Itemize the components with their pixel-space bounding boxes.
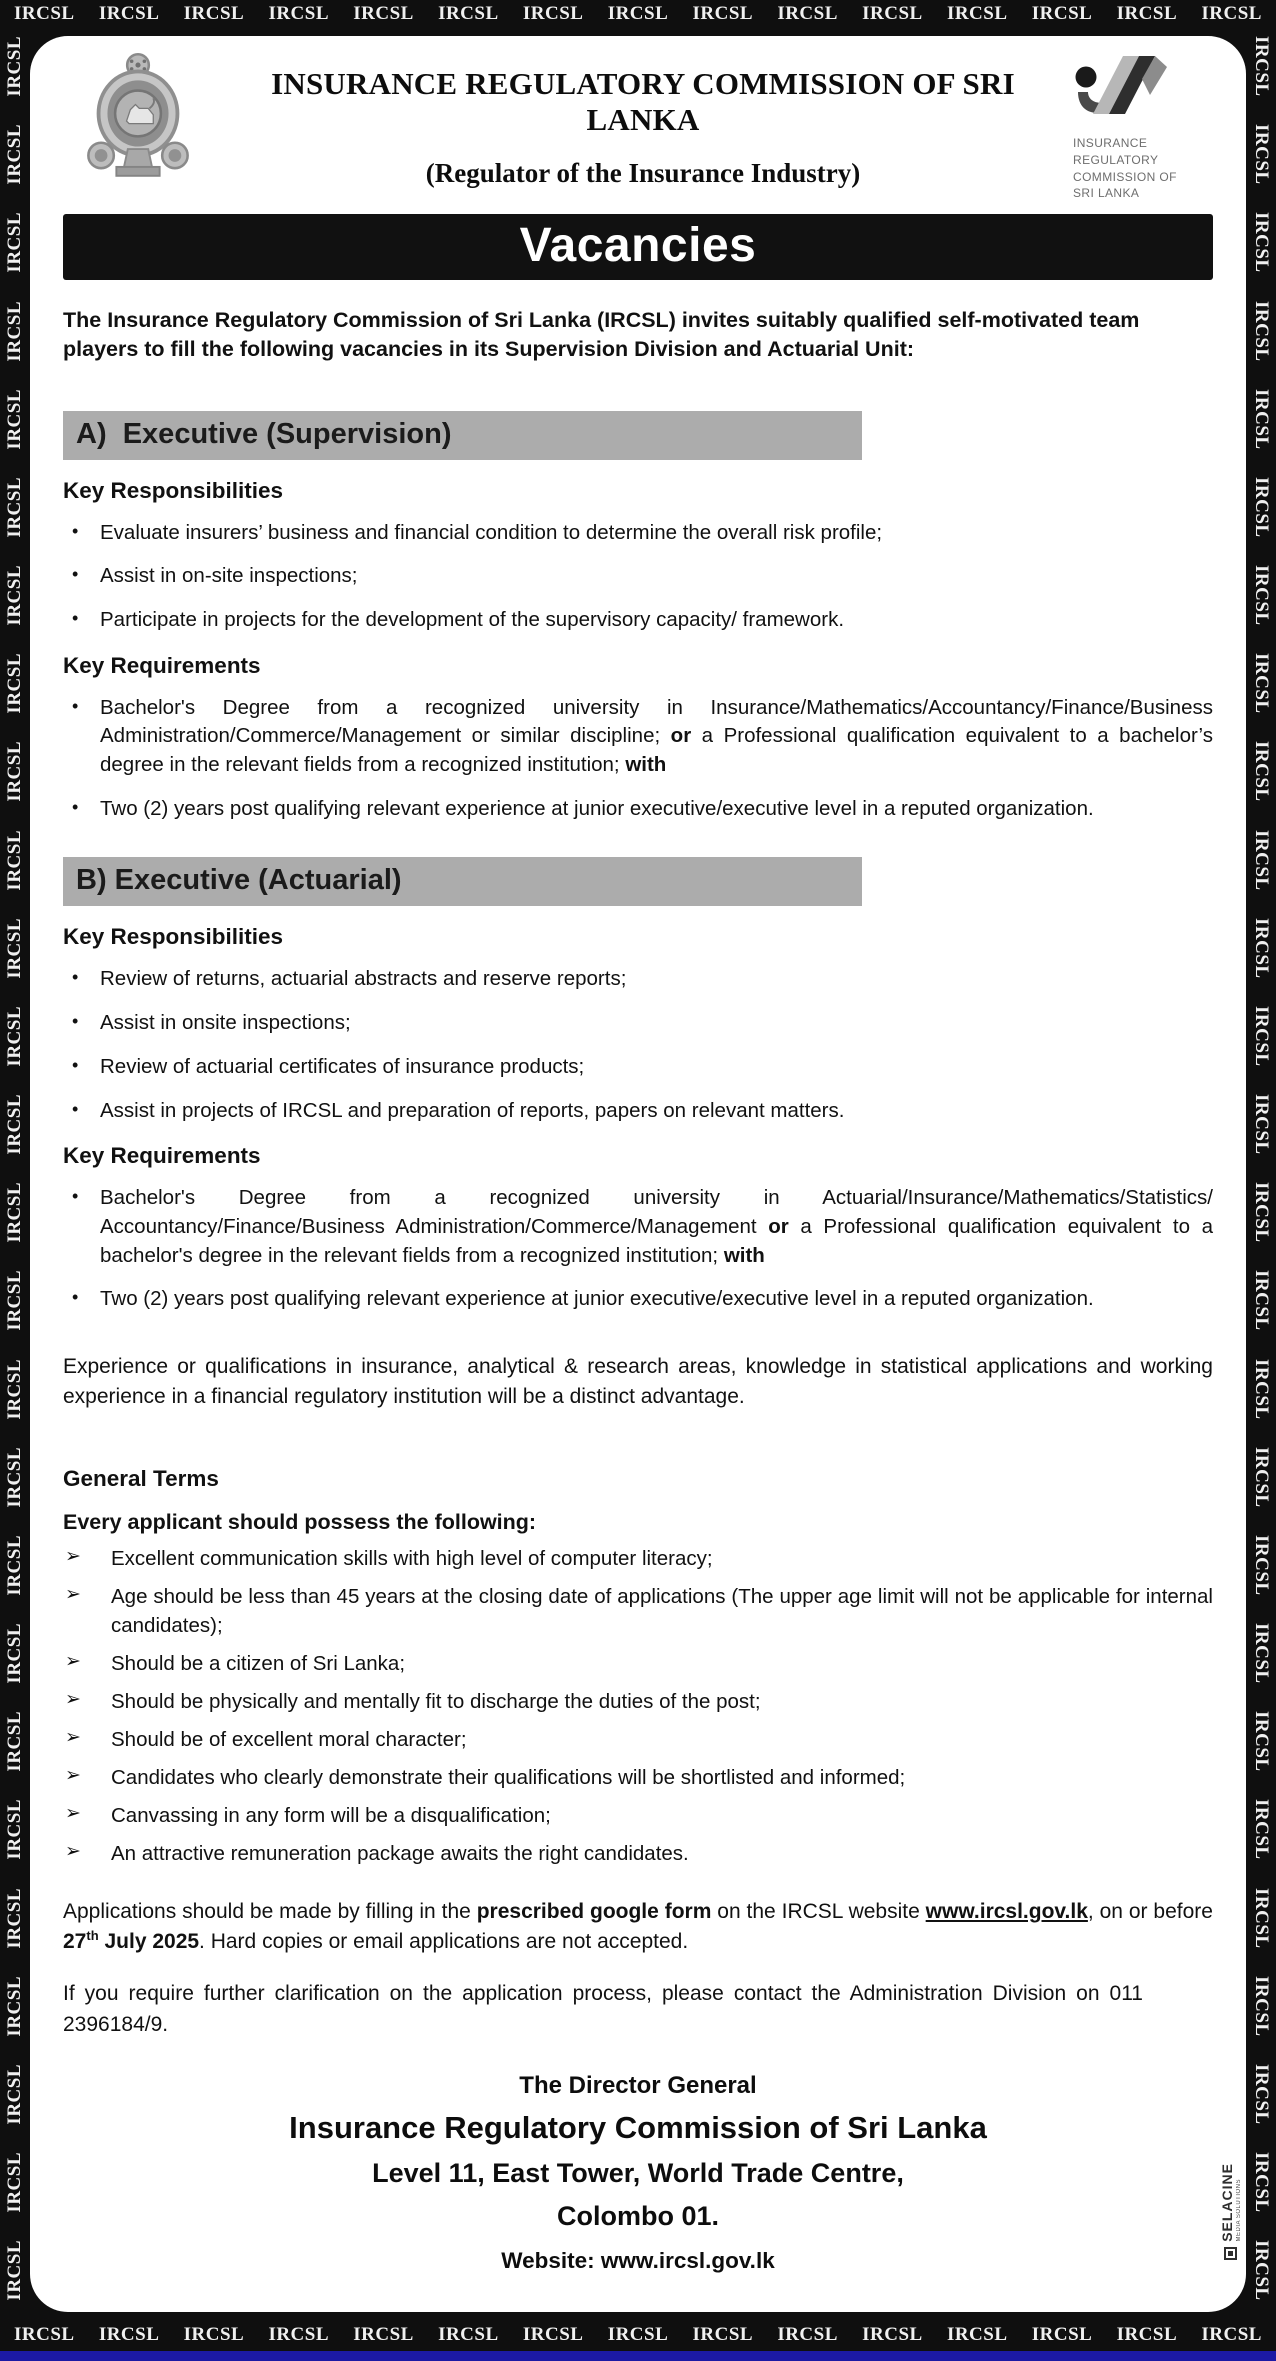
border-badge: IRCSL [183, 3, 245, 24]
border-badge: IRCSL [1251, 741, 1272, 802]
section-a-heading: A) Executive (Supervision) [63, 411, 862, 460]
border-badge: IRCSL [14, 2324, 75, 2345]
border-badge: IRCSL [1251, 36, 1272, 97]
bullet-icon: • [72, 1098, 79, 1119]
address-line-1: Level 11, East Tower, World Trade Centre, [372, 2158, 904, 2189]
clarification-note: If you require further clarification on the application process, please contact the Administration Division on 011 2396184/9. [63, 1982, 1143, 2036]
border-badge: IRCSL [4, 653, 25, 714]
border-badge: IRCSL [98, 2324, 160, 2345]
bullet-icon: • [72, 1054, 79, 1075]
border-badge: IRCSL [4, 1094, 25, 1155]
list-item: • Evaluate insurers’ business and financial condition to determine the overall risk profile; [72, 520, 883, 544]
general-terms-list [63, 1544, 1213, 1869]
border-badge: IRCSL [4, 1358, 25, 1420]
border-badge: IRCSL [1251, 1711, 1272, 1772]
section-b-heading: B) Executive (Actuarial) [63, 857, 862, 906]
border-badge: IRCSL [1251, 1799, 1272, 1861]
bullet-icon: • [72, 1011, 79, 1032]
arrow-bullet-icon: ➢ [65, 1583, 81, 1605]
border-badge: IRCSL [4, 124, 25, 185]
border-badge: IRCSL [353, 3, 414, 24]
border-badge: IRCSL [4, 2240, 25, 2301]
border-badge: IRCSL [1116, 3, 1178, 24]
list-item: ➢ Age should be less than 45 years at the closing date of applications (The upper age limit will not be applicable for internal candidates); [65, 1583, 1213, 1637]
document-header [63, 44, 1213, 202]
advantage-note: Experience or qualifications in insurance, analytical & research areas, knowledge in statistical applications and working experience in a financial regulatory institution will be a distinct advantage. [63, 1354, 1213, 1408]
border-badge: IRCSL [1251, 388, 1272, 450]
border-badge: IRCSL [946, 3, 1008, 24]
list-item: • Bachelor's Degree from a recognized university in Actuarial/Insurance/Mathematics/Statistics/ Accountancy/Finance/Business Administration/Commerce/Management or a Professional qualification equivalent to a bachelor's degree in the relevant fields from a recognized institution; with [72, 1186, 1214, 1267]
border-badge: IRCSL [1251, 476, 1272, 538]
border-badge: IRCSL [4, 1799, 25, 1861]
border-badge: IRCSL [14, 3, 75, 24]
border-badge: IRCSL [268, 2324, 330, 2345]
border-badge: IRCSL [4, 1975, 25, 2037]
border-badge: IRCSL [1251, 300, 1272, 362]
border-badge: IRCSL [1251, 1358, 1272, 1420]
logo-line: COMMISSION OF [1073, 169, 1177, 184]
border-badge: IRCSL [4, 1534, 25, 1596]
section-b-responsibilities-list [63, 965, 1213, 1125]
border-badge: IRCSL [1251, 1005, 1272, 1067]
section-b-responsibilities-title: Key Responsibilities [63, 924, 284, 950]
border-badge: IRCSL [4, 476, 25, 538]
border-badge: IRCSL [438, 2324, 499, 2345]
border-badge: IRCSL [268, 3, 330, 24]
list-item: • Two (2) years post qualifying relevant experience at junior executive/executive level in a reputed organization. [72, 1287, 1094, 1311]
intro-paragraph: The Insurance Regulatory Commission of Sri Lanka (IRCSL) invites suitably qualified self-motivated team players to fill the following vacancies in its Supervision Division and Actuarial Unit: [63, 308, 1140, 362]
arrow-bullet-icon: ➢ [65, 1841, 81, 1863]
border-badge: IRCSL [607, 3, 669, 24]
section-a-requirements-title: Key Requirements [63, 652, 261, 678]
border-badge: IRCSL [1201, 2324, 1262, 2345]
border-badge: IRCSL [946, 2324, 1008, 2345]
border-badge: IRCSL [1031, 3, 1093, 24]
arrow-bullet-icon: ➢ [65, 1545, 81, 1567]
logo-line: INSURANCE [1073, 136, 1148, 150]
arrow-bullet-icon: ➢ [65, 1803, 81, 1825]
border-badge: IRCSL [1251, 1975, 1272, 2037]
page-title: Vacancies [519, 219, 757, 273]
sri-lanka-national-emblem-icon [63, 44, 213, 185]
header-titles [213, 44, 1073, 189]
logo-line: SRI LANKA [1073, 186, 1140, 201]
border-badge: IRCSL [862, 3, 923, 24]
border-badge: IRCSL [1251, 212, 1272, 273]
border-badge: IRCSL [1201, 3, 1262, 24]
section-b-requirements-list [63, 1184, 1213, 1314]
border-badge: IRCSL [1251, 2240, 1272, 2301]
list-item: • Review of returns, actuarial abstracts and reserve reports; [72, 967, 627, 991]
border-badge: IRCSL [4, 212, 25, 273]
border-badge: IRCSL [1031, 2324, 1093, 2345]
border-badge: IRCSL [692, 2324, 754, 2345]
bullet-icon: • [72, 967, 79, 988]
signatory: The Director General [519, 2072, 757, 2100]
border-badge: IRCSL [4, 741, 25, 802]
border-badge: IRCSL [1251, 565, 1272, 626]
border-badge: IRCSL [1251, 2063, 1272, 2125]
footer-website: Website: www.ircsl.gov.lk [501, 2248, 775, 2274]
arrow-bullet-icon: ➢ [65, 1650, 81, 1672]
bullet-icon: • [72, 608, 79, 629]
ircsl-logo-icon [1073, 54, 1173, 126]
ircsl-brand-block [1073, 44, 1213, 202]
border-badge: IRCSL [1251, 1623, 1272, 1684]
section-b-requirements-title: Key Requirements [63, 1143, 261, 1169]
ircsl-logo-text [1073, 135, 1213, 202]
border-badge: IRCSL [4, 36, 25, 97]
bullet-icon: • [72, 520, 79, 541]
border-badge: IRCSL [98, 3, 160, 24]
bullet-icon: • [72, 695, 79, 716]
general-terms-subtitle: Every applicant should possess the following: [63, 1509, 537, 1534]
border-bottom-badges [0, 2324, 1276, 2346]
border-badge: IRCSL [777, 2324, 838, 2345]
border-badge: IRCSL [4, 1270, 25, 1331]
border-badge: IRCSL [4, 1446, 25, 1508]
bullet-icon: • [72, 1186, 79, 1207]
border-badge: IRCSL [1251, 917, 1272, 979]
border-badge: IRCSL [1251, 829, 1272, 891]
logo-line: REGULATORY [1073, 152, 1159, 167]
publisher-name: SELACINE [1219, 2163, 1235, 2242]
border-badge: IRCSL [1251, 1534, 1272, 1596]
list-item: ➢ An attractive remuneration package awaits the right candidates. [65, 1841, 689, 1866]
publisher-subtitle: MEDIA SOLUTIONS [1236, 2179, 1242, 2242]
list-item: • Bachelor's Degree from a recognized university in Insurance/Mathematics/Accountancy/Finance/Business Administration/Commerce/Management or similar discipline; or a Professional qualification equivalent to a bachelor’s degree in the relevant fields from a recognized institution; with [72, 695, 1213, 777]
border-badge: IRCSL [1251, 1446, 1272, 1508]
border-badge: IRCSL [522, 3, 584, 24]
selacine-logo-icon [1224, 2247, 1237, 2260]
general-terms-title: General Terms [63, 1465, 219, 1491]
border-badge: IRCSL [4, 388, 25, 450]
section-a-responsibilities-title: Key Responsibilities [63, 477, 284, 503]
footer-organization: Insurance Regulatory Commission of Sri Lanka [289, 2110, 987, 2146]
footer-contact-block [63, 2072, 1213, 2274]
border-badge: IRCSL [1251, 1094, 1272, 1155]
application-instructions: Applications should be made by filling in the prescribed google form on the IRCSL website www.ircsl.gov.lk, on or before 27th July 2025. Hard copies or email applications are not accepted. [63, 1899, 1213, 1954]
arrow-bullet-icon: ➢ [65, 1727, 81, 1749]
border-badge: IRCSL [438, 3, 499, 24]
arrow-bullet-icon: ➢ [65, 1765, 81, 1787]
border-badge: IRCSL [1116, 2324, 1178, 2345]
border-badge: IRCSL [4, 829, 25, 891]
border-right-badges [1246, 36, 1276, 2301]
border-badge: IRCSL [1251, 2152, 1272, 2213]
section-a-responsibilities-list [63, 519, 1213, 635]
list-item: ➢ Should be a citizen of Sri Lanka; [65, 1650, 406, 1675]
list-item: ➢ Excellent communication skills with high level of computer literacy; [65, 1545, 713, 1570]
border-badge: IRCSL [183, 2324, 245, 2345]
bullet-icon: • [72, 564, 79, 585]
bullet-icon: • [72, 1287, 79, 1308]
border-badge: IRCSL [1251, 653, 1272, 714]
border-badge: IRCSL [777, 3, 838, 24]
border-badge: IRCSL [353, 2324, 414, 2345]
vacancies-title-bar [63, 214, 1213, 280]
list-item: ➢ Candidates who clearly demonstrate their qualifications will be shortlisted and informed; [65, 1765, 906, 1790]
list-item: • Participate in projects for the development of the supervisory capacity/ framework. [72, 608, 845, 632]
border-badge: IRCSL [522, 2324, 584, 2345]
publisher-credit [1219, 2163, 1242, 2260]
arrow-bullet-icon: ➢ [65, 1689, 81, 1711]
border-badge: IRCSL [692, 3, 754, 24]
border-badge: IRCSL [4, 565, 25, 626]
list-item: • Two (2) years post qualifying relevant experience at junior executive/executive level in a reputed organization. [72, 796, 1094, 820]
document-sheet [30, 36, 1246, 2312]
border-badge: IRCSL [4, 1711, 25, 1772]
border-badge: IRCSL [4, 2063, 25, 2125]
list-item: ➢ Should be physically and mentally fit to discharge the duties of the post; [65, 1689, 761, 1714]
border-badge: IRCSL [1251, 1887, 1272, 1949]
border-badge: IRCSL [862, 2324, 923, 2345]
org-tagline: (Regulator of the Insurance Industry) [425, 158, 861, 188]
border-badge: IRCSL [4, 1887, 25, 1949]
border-top-badges [0, 3, 1276, 25]
list-item: ➢ Should be of excellent moral character; [65, 1727, 467, 1752]
border-badge: IRCSL [607, 2324, 669, 2345]
border-badge: IRCSL [4, 1182, 25, 1243]
border-badge: IRCSL [4, 2152, 25, 2213]
list-item: • Assist in onsite inspections; [72, 1011, 351, 1035]
border-badge: IRCSL [1251, 1182, 1272, 1243]
border-badge: IRCSL [4, 917, 25, 979]
bullet-icon: • [72, 796, 79, 817]
list-item: • Assist in on-site inspections; [72, 564, 358, 588]
address-line-2: Colombo 01. [556, 2201, 719, 2232]
border-badge: IRCSL [4, 1005, 25, 1067]
list-item: • Assist in projects of IRCSL and preparation of reports, papers on relevant matters. [72, 1098, 845, 1122]
list-item: • Review of actuarial certificates of insurance products; [72, 1054, 585, 1078]
section-a-requirements-list [63, 694, 1213, 824]
list-item: ➢ Canvassing in any form will be a disqualification; [65, 1803, 551, 1828]
border-badge: IRCSL [4, 1623, 25, 1684]
border-left-badges [0, 36, 30, 2301]
org-name: INSURANCE REGULATORY COMMISSION OF SRI LANKA [271, 66, 1015, 137]
border-badge: IRCSL [1251, 124, 1272, 185]
bottom-blue-strip [0, 2351, 1276, 2361]
border-badge: IRCSL [1251, 1270, 1272, 1331]
border-badge: IRCSL [4, 300, 25, 362]
